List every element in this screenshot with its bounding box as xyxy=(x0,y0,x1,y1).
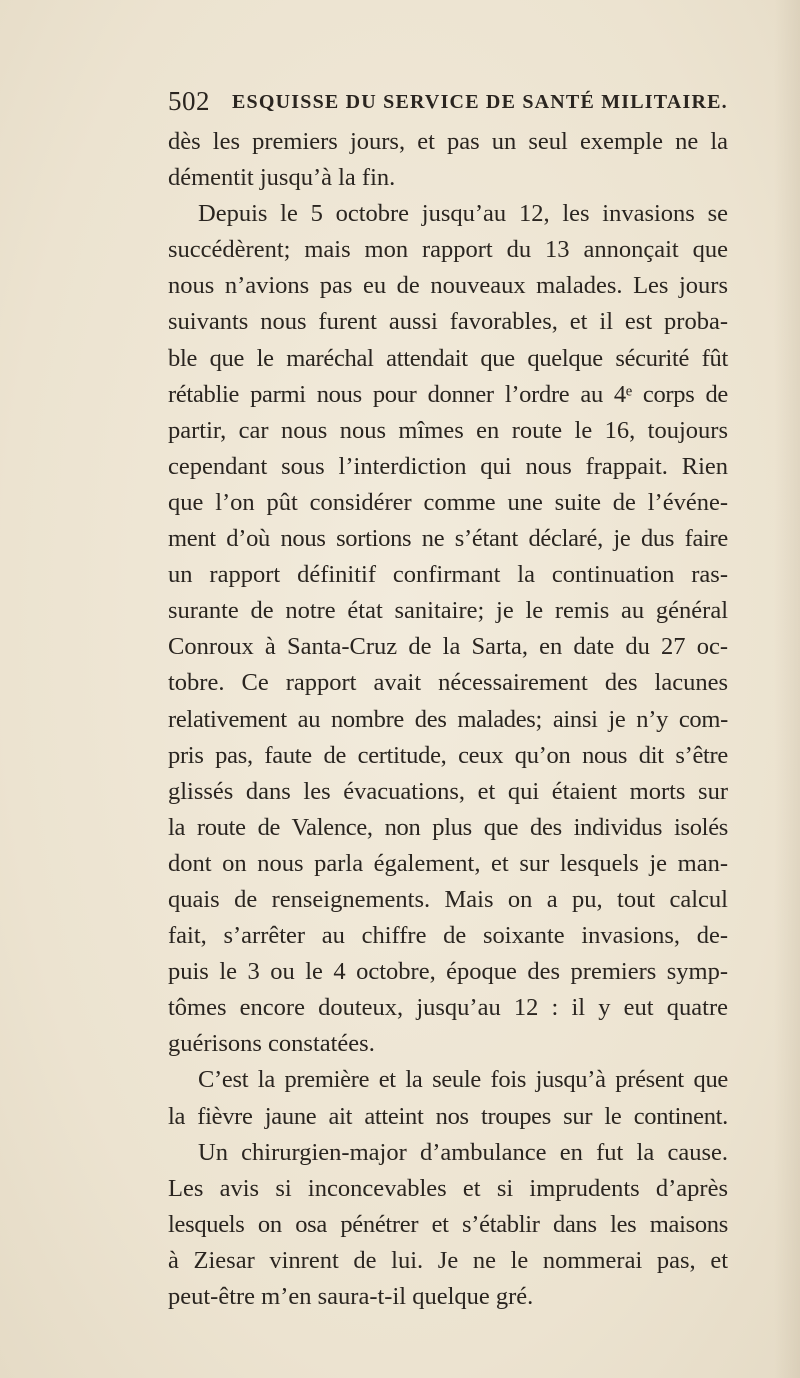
text-line: ment d’où nous sortions ne s’étant déclaré, je dus faire xyxy=(168,525,728,553)
text-line: lesquels on osa pénétrer et s’établir dans les maisons xyxy=(168,1210,728,1238)
text-line: tobre. Ce rapport avait nécessairement des lacunes xyxy=(168,669,728,697)
text-line: C’est la première et la seule fois jusqu’à présent que xyxy=(198,1066,728,1094)
text-line: puis le 3 ou le 4 octobre, époque des premiers symp- xyxy=(168,958,728,986)
page-edge-shadow xyxy=(774,0,800,1378)
text-line: succédèrent; mais mon rapport du 13 annonçait que xyxy=(168,236,728,264)
text-line: glissés dans les évacuations, et qui étaient morts sur xyxy=(168,777,728,805)
page-number: 502 xyxy=(168,86,210,116)
body-text xyxy=(168,124,728,1315)
text-line: suivants nous furent aussi favorables, et il est proba- xyxy=(168,308,728,336)
text-line: la fièvre jaune ait atteint nos troupes sur le continent. xyxy=(168,1102,728,1130)
text-line: Depuis le 5 octobre jusqu’au 12, les invasions se xyxy=(198,200,728,228)
page-header xyxy=(168,86,728,120)
text-line: un rapport définitif confirmant la continuation ras- xyxy=(168,561,728,589)
text-line: peut-être m’en saura-t-il quelque gré. xyxy=(168,1283,534,1310)
text-line: cependant sous l’interdiction qui nous frappait. Rien xyxy=(168,452,728,480)
text-line: la route de Valence, non plus que des individus isolés xyxy=(168,813,728,841)
text-line: Conroux à Santa-Cruz de la Sarta, en date du 27 oc- xyxy=(168,633,728,661)
text-line: dès les premiers jours, et pas un seul exemple ne la xyxy=(168,128,728,155)
text-line: fait, s’arrêter au chiffre de soixante invasions, de- xyxy=(168,922,728,950)
text-line: à Ziesar vinrent de lui. Je ne le nommerai pas, et xyxy=(168,1246,728,1274)
text-line: démentit jusqu’à la fin. xyxy=(168,164,396,192)
text-line: dont on nous parla également, et sur lesquels je man- xyxy=(168,849,728,877)
running-title: ESQUISSE DU SERVICE DE SANTÉ MILITAIRE. xyxy=(232,91,728,113)
text-line: Les avis si inconcevables et si imprudents d’après xyxy=(168,1174,728,1202)
text-line: que l’on pût considérer comme une suite de l’événe- xyxy=(168,488,728,516)
text-line: tômes encore douteux, jusqu’au 12 : il y eut quatre xyxy=(168,994,728,1022)
text-line: nous n’avions pas eu de nouveaux malades. Les jours xyxy=(168,272,728,300)
text-line: Un chirurgien-major d’ambulance en fut la cause. xyxy=(198,1138,728,1166)
text-line: ble que le maréchal attendait que quelque sécurité fût xyxy=(168,344,728,372)
text-line: pris pas, faute de certitude, ceux qu’on nous dit s’être xyxy=(168,741,728,769)
text-line: quais de renseignements. Mais on a pu, tout calcul xyxy=(168,885,728,913)
text-line: surante de notre état sanitaire; je le remis au général xyxy=(168,597,728,625)
text-line: guérisons constatées. xyxy=(168,1030,375,1058)
text-line: partir, car nous nous mîmes en route le 16, toujours xyxy=(168,416,728,444)
text-line: rétablie parmi nous pour donner l’ordre au 4ᵉ corps de xyxy=(168,380,728,408)
text-line: relativement au nombre des malades; ainsi je n’y com- xyxy=(168,705,728,733)
